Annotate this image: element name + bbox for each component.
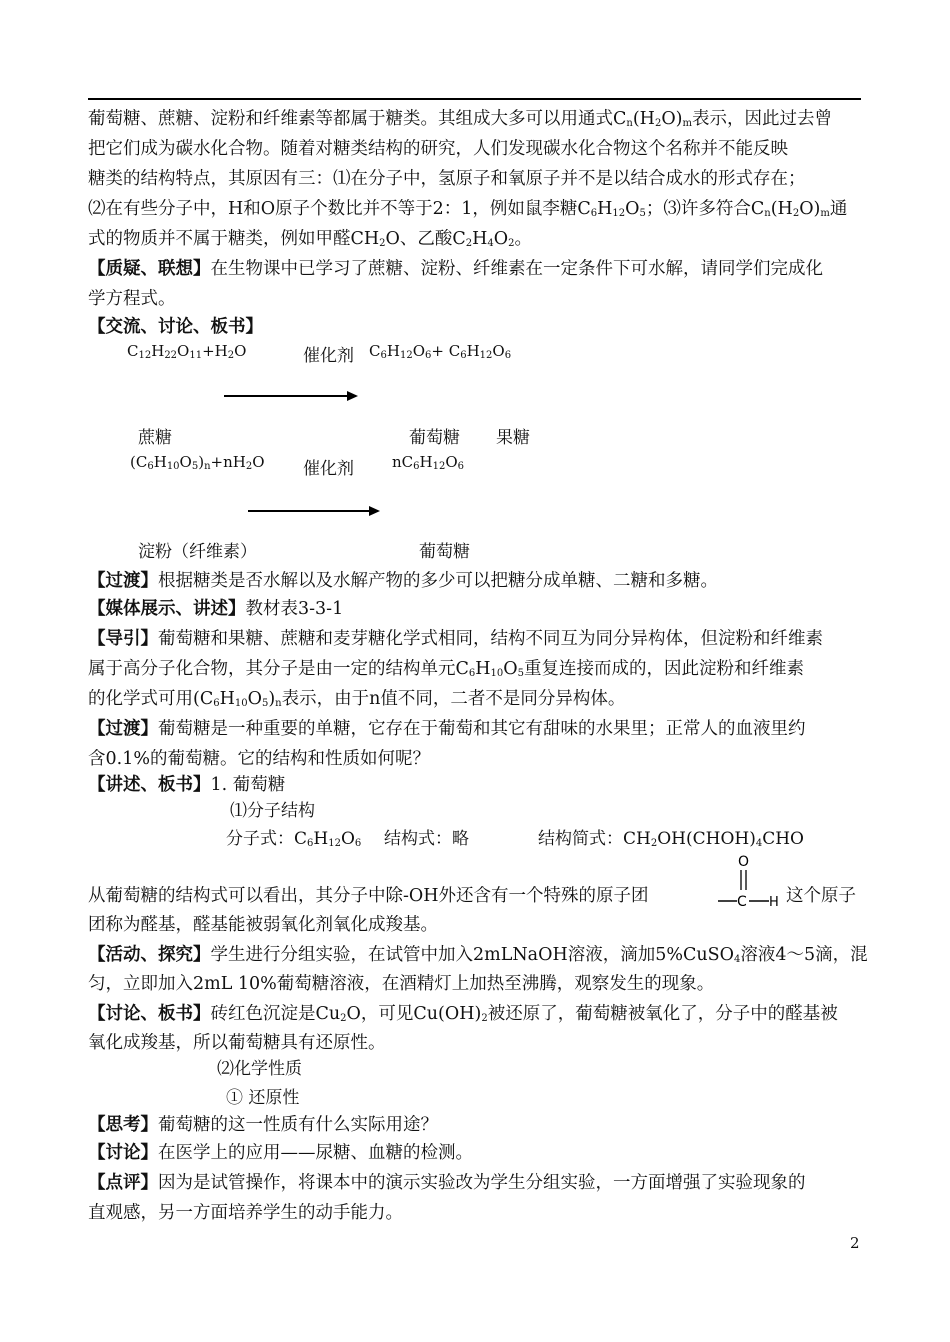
eq2-arrow bbox=[248, 510, 378, 512]
eq2-reactants: $(C_6H_{10}O_5)_n+nH_2O$ bbox=[130, 453, 265, 472]
section-tag: 【讲述、板书】 bbox=[88, 775, 211, 795]
eq2-catalyst: 催化剂 bbox=[303, 459, 354, 479]
eq1-reactants: $C_{12}H_{22}O_{11}+H_2O$ bbox=[127, 342, 247, 361]
section-tag: 【过渡】 bbox=[88, 571, 158, 591]
molecular-formula: 分子式：$C_6H_{12}O_6$ bbox=[226, 829, 362, 849]
eq2-products: $nC_6H_{12}O_6$ bbox=[392, 453, 465, 472]
eq1-arrow bbox=[224, 395, 356, 397]
intro-line-3: 糖类的结构特点，其原因有三：⑴在分子中，氢原子和氧原子并不是以结合成水的形式存在； bbox=[88, 169, 806, 189]
condensed-formula: 结构简式：$CH_2OH(CHOH)_4CHO$ bbox=[538, 829, 804, 849]
discuss-line-2: 氧化成羧基，所以葡萄糖具有还原性。 bbox=[88, 1033, 386, 1053]
intro-line-5: 式的物质并不属于糖类，例如甲醛$CH_2O$、乙酸$C_2H_4O_2$。 bbox=[88, 229, 533, 249]
subheading-reducibility: ① 还原性 bbox=[226, 1088, 300, 1108]
section-tag: 【讨论】 bbox=[88, 1143, 158, 1163]
section-tag: 【思考】 bbox=[88, 1115, 158, 1135]
intro-line-1: 葡萄糖、蔗糖、淀粉和纤维素等都属于糖类。其组成大多可以用通式$C_n(H_2O)_m$表示，因此过去曾 bbox=[88, 109, 832, 129]
section-tag: 【活动、探究】 bbox=[88, 945, 211, 965]
discuss2-line: 【讨论】在医学上的应用——尿糖、血糖的检测。 bbox=[88, 1143, 473, 1163]
page-number: 2 bbox=[850, 1234, 860, 1252]
aldehyde-o: O bbox=[738, 854, 750, 870]
structural-formula: 结构式：略 bbox=[384, 829, 469, 849]
section-tag: 【媒体展示、讲述】 bbox=[88, 599, 246, 619]
aldehyde-line-1-end: 这个原子 bbox=[786, 886, 856, 906]
section-tag: 【点评】 bbox=[88, 1173, 158, 1193]
eq1-name-fructose: 果糖 bbox=[496, 428, 530, 448]
section-tag: 【质疑、联想】 bbox=[88, 259, 211, 279]
guide-line-1: 【导引】葡萄糖和果糖、蔗糖和麦芽糖化学式相同，结构不同互为同分异构体，但淀粉和纤维素 bbox=[88, 629, 823, 649]
eq2-name-glucose: 葡萄糖 bbox=[419, 542, 470, 562]
section-tag: 【过渡】 bbox=[88, 719, 158, 739]
aldehyde-c: C bbox=[737, 894, 747, 910]
eq1-name-glucose: 葡萄糖 bbox=[409, 428, 460, 448]
comment-line-2: 直观感，另一方面培养学生的动手能力。 bbox=[88, 1203, 403, 1223]
discuss-line-1: 【讨论、板书】砖红色沉淀是$Cu_2O$，可见$Cu(OH)_2$被还原了，葡萄糖被氧化了，分子中的醛基被 bbox=[88, 1004, 838, 1024]
think-line: 【思考】葡萄糖的这一性质有什么实际用途？ bbox=[88, 1115, 438, 1135]
eq1-products: $C_6H_{12}O_6+ C_6H_{12}O_6$ bbox=[369, 342, 512, 361]
transition2-line-2: 含0.1%的葡萄糖。它的结构和性质如何呢？ bbox=[88, 749, 430, 769]
guide-line-3: 的化学式可用$(C_6H_{10}O_5)_n$表示，由于n值不同，二者不是同分异构体。 bbox=[88, 689, 626, 709]
question-line-1: 【质疑、联想】在生物课中已学习了蔗糖、淀粉、纤维素在一定条件下可水解，请同学们完成化 bbox=[88, 259, 823, 279]
media-line: 【媒体展示、讲述】教材表3-3-1 bbox=[88, 599, 344, 619]
header-rule bbox=[88, 98, 861, 100]
activity-line-2: 匀，立即加入2mL 10%葡萄糖溶液，在酒精灯上加热至沸腾，观察发生的现象。 bbox=[88, 974, 715, 994]
comment-line-1: 【点评】因为是试管操作，将课本中的演示实验改为学生分组实验，一方面增强了实验现象的 bbox=[88, 1173, 806, 1193]
intro-line-4: ⑵在有些分子中，H和O原子个数比并不等于2：1，例如鼠李糖$C_6H_{12}O_5$；⑶许多符合$C_n(H_2O)_m$通 bbox=[88, 199, 848, 219]
eq2-name-starch: 淀粉（纤维素） bbox=[138, 542, 257, 562]
aldehyde-line-2: 团称为醛基，醛基能被弱氧化剂氧化成羧基。 bbox=[88, 915, 438, 935]
eq1-name-sucrose: 蔗糖 bbox=[138, 428, 172, 448]
guide-line-2: 属于高分子化合物，其分子是由一定的结构单元$C_6H_{10}O_5$重复连接而成的，因此淀粉和纤维素 bbox=[88, 659, 804, 679]
aldehyde-h: H bbox=[769, 895, 779, 910]
transition-line-1: 【过渡】根据糖类是否水解以及水解产物的多少可以把糖分成单糖、二糖和多糖。 bbox=[88, 571, 718, 591]
section-tag-discussion: 【交流、讨论、板书】 bbox=[88, 317, 263, 337]
subheading-molecular-structure: ⑴分子结构 bbox=[230, 801, 315, 821]
question-line-2: 学方程式。 bbox=[88, 289, 176, 309]
aldehyde-line-1: 从葡萄糖的结构式可以看出，其分子中除-OH外还含有一个特殊的原子团 bbox=[88, 886, 649, 906]
intro-line-2: 把它们成为碳水化合物。随着对糖类结构的研究，人们发现碳水化合物这个名称并不能反映 bbox=[88, 139, 788, 159]
activity-line-1: 【活动、探究】学生进行分组实验，在试管中加入2mLNaOH溶液，滴加5%CuSO$_4$溶液4～5滴，混 bbox=[88, 945, 868, 965]
aldehyde-group-icon bbox=[718, 850, 782, 910]
eq1-catalyst: 催化剂 bbox=[303, 346, 354, 366]
subheading-chemical-properties: ⑵化学性质 bbox=[217, 1059, 302, 1079]
section-tag: 【导引】 bbox=[88, 629, 158, 649]
lecture-line: 【讲述、板书】1. 葡萄糖 bbox=[88, 775, 286, 795]
transition2-line-1: 【过渡】葡萄糖是一种重要的单糖，它存在于葡萄和其它有甜味的水果里；正常人的血液里约 bbox=[88, 719, 806, 739]
section-tag: 【讨论、板书】 bbox=[88, 1004, 211, 1024]
